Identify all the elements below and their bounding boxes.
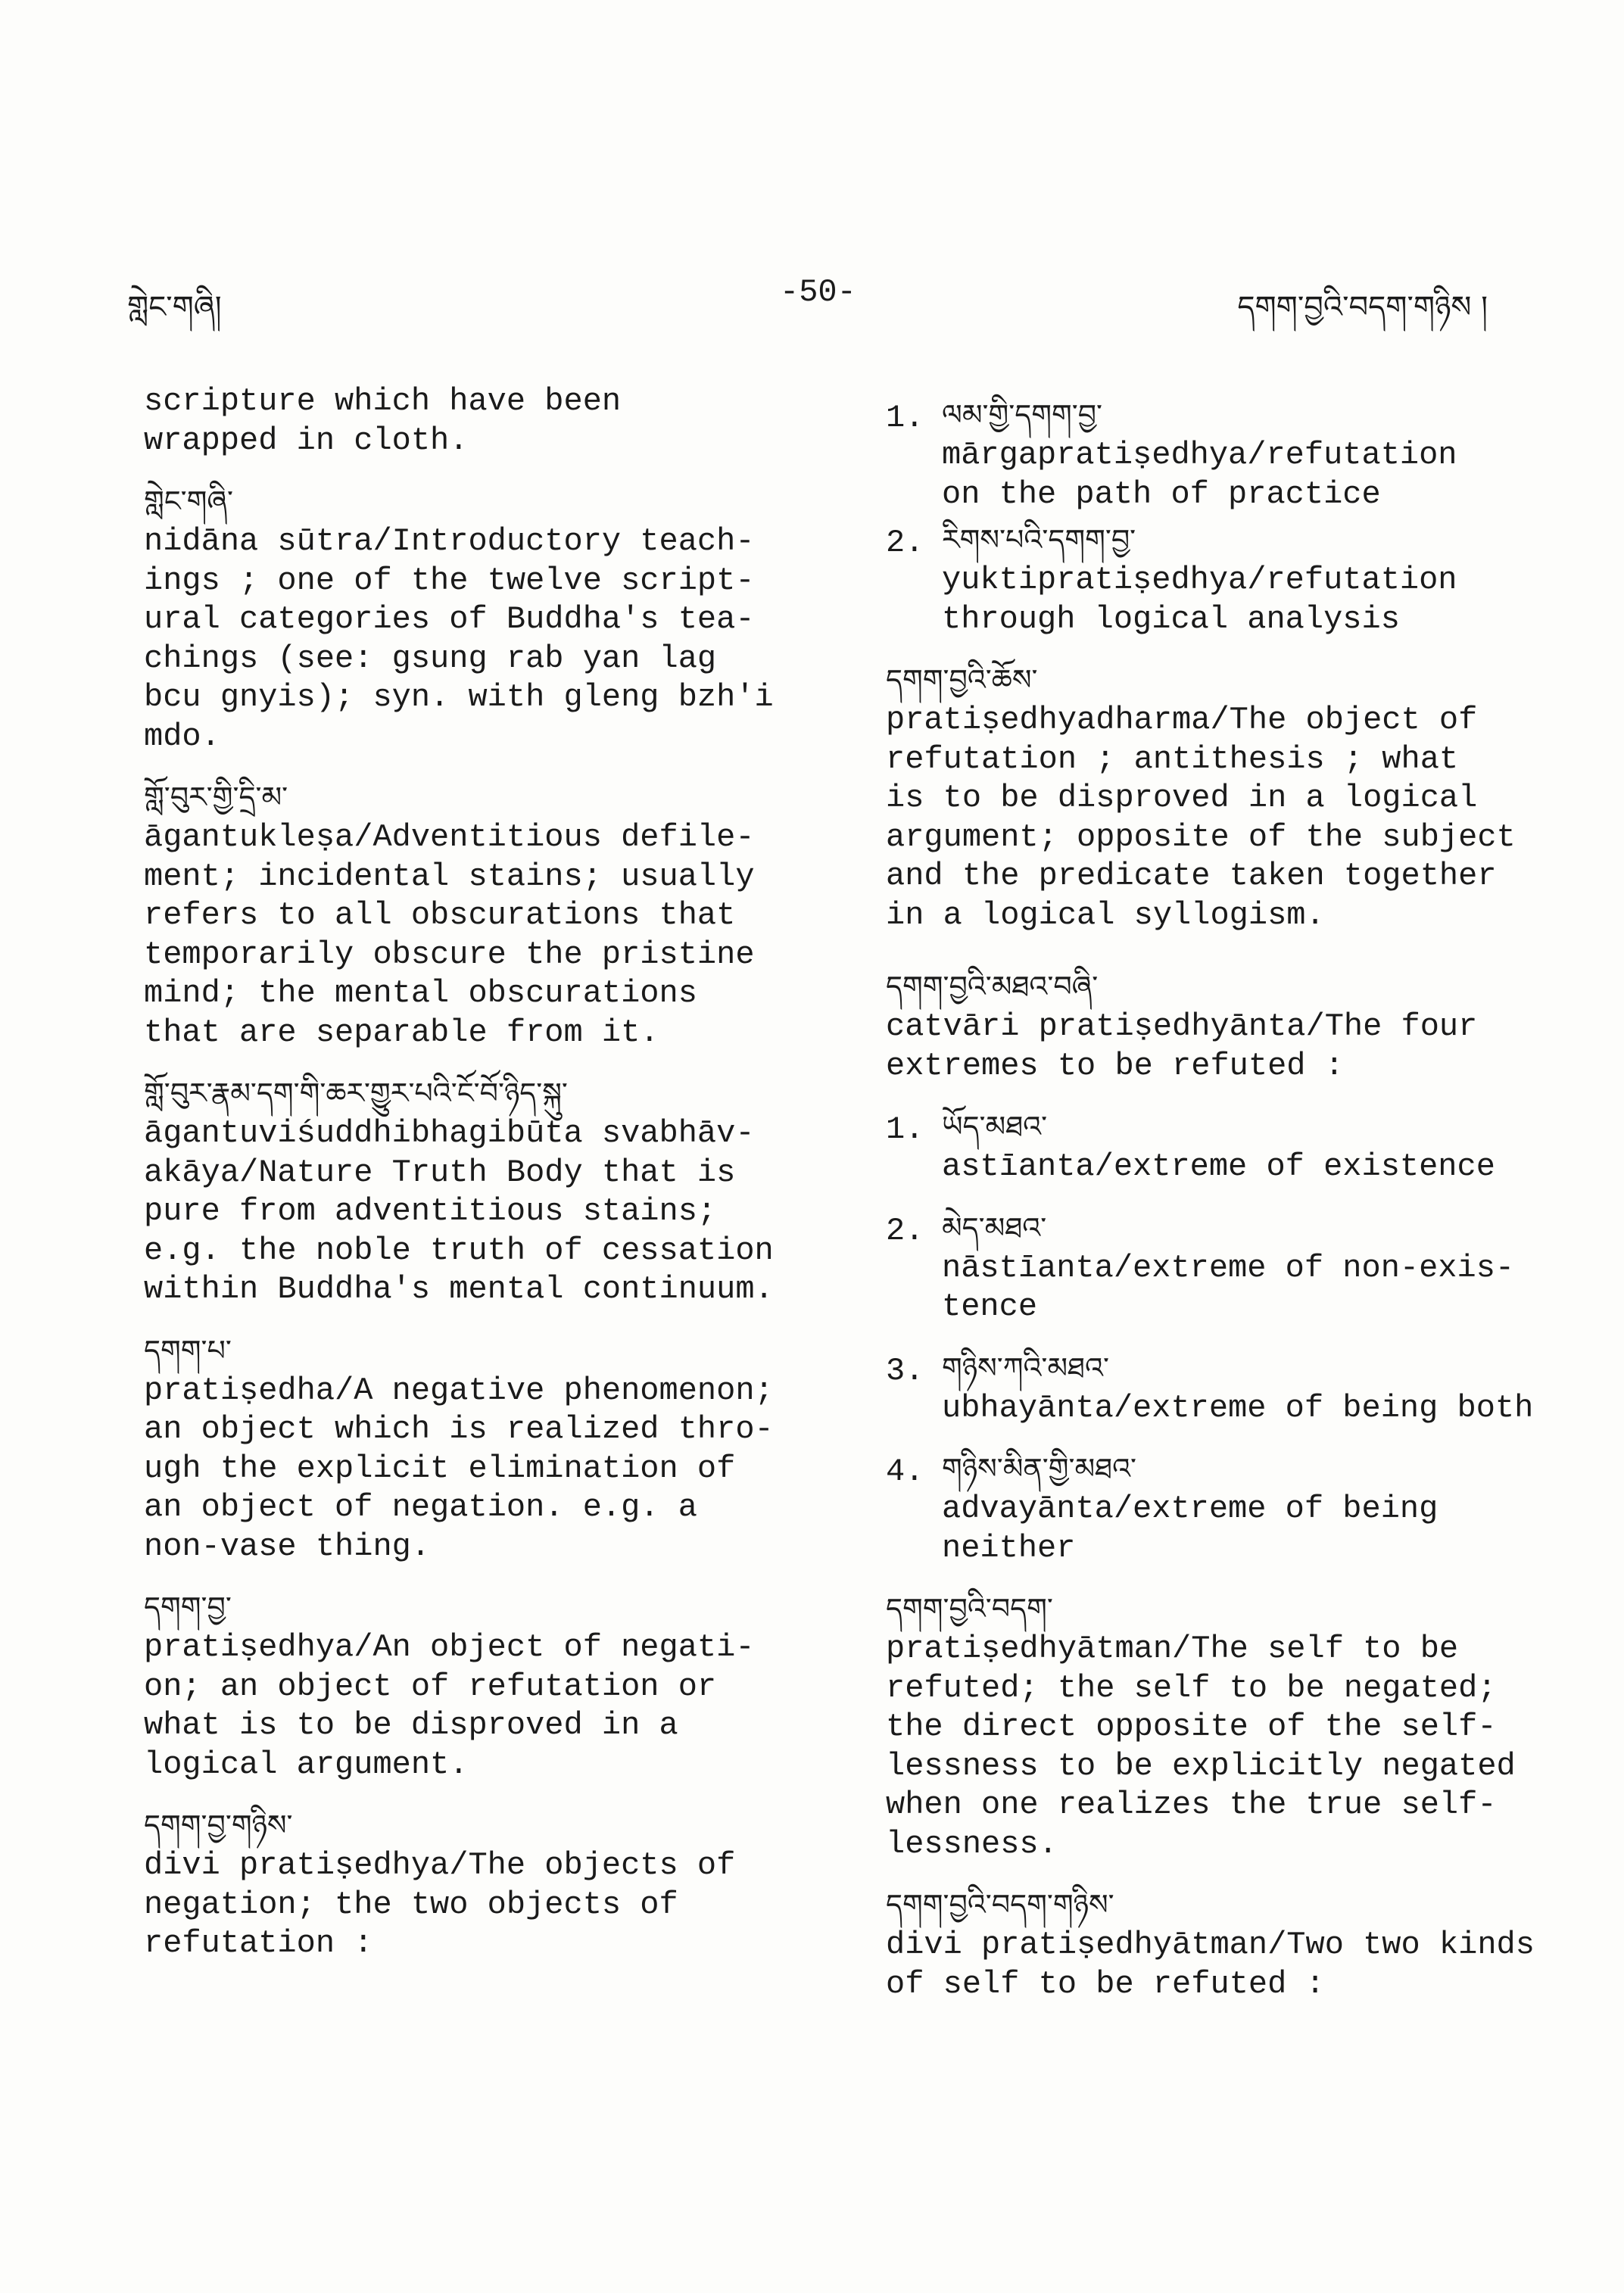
item-definition: ubhayānta/extreme of being both — [942, 1389, 1534, 1426]
tibetan-headword: དགག་བྱ་ — [144, 1590, 232, 1624]
glossary-entry — [144, 1804, 825, 1964]
glossary-entry — [144, 480, 825, 756]
glossary-entry — [144, 776, 825, 1052]
numbered-item — [886, 519, 1567, 639]
entry-definition: divi pratiṣedhya/The objects of negation; the two objects of refutation : — [144, 1847, 736, 1961]
item-number: 3. — [886, 1352, 924, 1389]
glossary-entry — [886, 1587, 1567, 1864]
item-definition: yuktipratiṣedhya/refutation through logical analysis — [942, 562, 1457, 637]
glossary-entry — [144, 1586, 825, 1784]
tibetan-headword: གཉིས་མིན་གྱི་མཐའ་ — [942, 1452, 1136, 1485]
glossary-entry — [886, 659, 1567, 935]
entry-definition: pratiṣedhyadharma/The object of refutation ; antithesis ; what is to be disproved in a logical argument; opposite of the subject and the predicate taken together in a logical syllogism. — [886, 702, 1516, 933]
numbered-item — [886, 394, 1567, 514]
tibetan-headword: གློ་བུར་རྣམ་དག་གི་ཆར་གྱུར་པའི་ངོ་བོ་ཉིད་སྐུ་ — [144, 1076, 568, 1110]
item-definition: astīanta/extreme of existence — [942, 1148, 1495, 1185]
tibetan-headword: དགག་བྱའི་བདག་ — [886, 1592, 1053, 1625]
item-number: 1. — [886, 400, 924, 436]
tibetan-headword: མེད་མཐའ་ — [942, 1210, 1047, 1245]
numbered-item — [886, 1347, 1567, 1428]
tibetan-headword: དགག་བྱའི་ཆོས་ — [886, 663, 1038, 696]
glossary-entry — [144, 1072, 825, 1310]
continued-text: scripture which have been wrapped in cloth. — [144, 383, 622, 459]
running-head-left: གླེང་གཞི། — [127, 290, 222, 325]
item-definition: mārgapratiṣedhya/refutation on the path of practice — [942, 437, 1457, 512]
glossary-entry — [886, 965, 1567, 1086]
entry-definition: pratiṣedha/A negative phenomenon; an object which is realized thro- ugh the explicit elimination of an object of negation. e.g. a non-vase thing. — [144, 1372, 774, 1565]
running-head-right: དགག་བྱའི་བདག་གཉིས ། — [1237, 290, 1488, 325]
item-number: 1. — [886, 1111, 924, 1148]
glossary-entry — [886, 1883, 1567, 2004]
numbered-item — [886, 1447, 1567, 1568]
glossary-entry — [144, 1329, 825, 1567]
tibetan-headword: དགག་བྱ་གཉིས་ — [144, 1809, 293, 1842]
tibetan-headword: ཡོད་མཐའ་ — [942, 1110, 1048, 1143]
tibetan-headword: གླེང་གཞི་ — [144, 484, 233, 518]
entry-definition: āgantuviśuddhibhagibūta svabhāv- akāya/Nature Truth Body that is pure from adventitious stains; e.g. the noble truth of cessation within Buddha's mental continuum. — [144, 1115, 774, 1307]
item-number: 2. — [886, 1212, 924, 1249]
entry-definition: divi pratiṣedhyātman/Two two kinds of self to be refuted : — [886, 1927, 1535, 2002]
tibetan-headword: གློ་བུར་གྱི་དྲི་མ་ — [144, 780, 288, 814]
tibetan-headword: དགག་བྱའི་བདག་གཉིས་ — [886, 1888, 1114, 1921]
item-definition: advayānta/extreme of being neither — [942, 1491, 1439, 1566]
numbered-item — [886, 1105, 1567, 1187]
tibetan-headword: རིགས་པའི་དགག་བྱ་ — [942, 523, 1136, 556]
tibetan-headword: དགག་བྱའི་མཐའ་བཞི་ — [886, 970, 1099, 1003]
tibetan-headword: ལམ་གྱི་དགག་བྱ་ — [942, 398, 1103, 431]
tibetan-headword: གཉིས་ཀའི་མཐའ་ — [942, 1351, 1109, 1385]
left-column — [144, 382, 825, 1964]
item-number: 4. — [886, 1453, 924, 1490]
entry-definition: pratiṣedhyātman/The self to be refuted; the self to be negated; the direct opposite of the self- lessness to be explicitly negated when one realizes the true self- lessness. — [886, 1631, 1516, 1862]
right-column — [886, 394, 1567, 2004]
tibetan-headword: དགག་པ་ — [144, 1333, 232, 1367]
entry-definition: catvāri pratiṣedhyānta/The four extremes to be refuted : — [886, 1008, 1478, 1084]
entry-definition: pratiṣedhya/An object of negati- on; an object of refutation or what is to be disproved in a logical argument. — [144, 1629, 755, 1783]
entry-definition: nidāna sūtra/Introductory teach- ings ; one of the twelve script- ural categories of Buddha's tea- chings (see: gsung rab yan lag bcu gnyis); syn. with gleng bzh'i mdo. — [144, 523, 774, 755]
item-number: 2. — [886, 525, 924, 561]
page-header — [0, 257, 1624, 326]
numbered-item — [886, 1207, 1567, 1327]
page-number: -50- — [780, 274, 856, 310]
entry-definition: āgantukleṣa/Adventitious defile- ment; incidental stains; usually refers to all obscurations that temporarily obscure the pristine mind; the mental obscurations that are separable from it. — [144, 819, 755, 1051]
item-definition: nāstīanta/extreme of non-exis- tence — [942, 1249, 1515, 1325]
